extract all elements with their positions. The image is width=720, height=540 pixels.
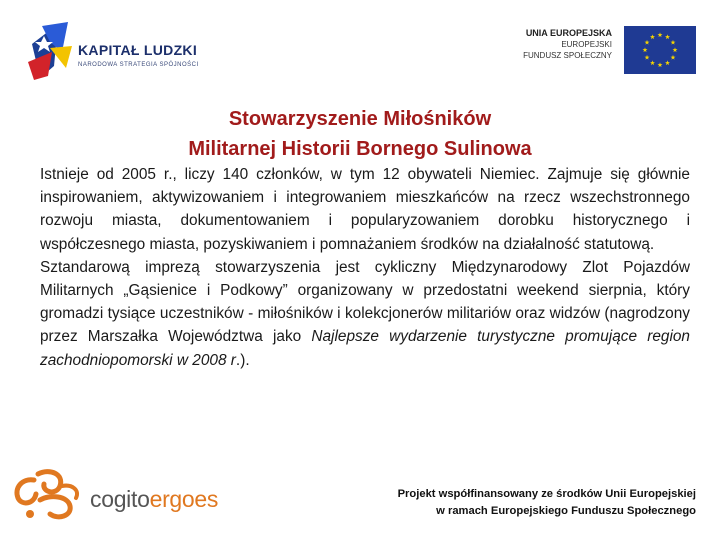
eu-flag-icon	[624, 26, 696, 74]
page-title	[60, 104, 660, 164]
body-paragraph-2	[40, 256, 690, 372]
eu-logo-text	[523, 28, 612, 61]
footer-note	[398, 486, 696, 520]
cogito-ergoes-logo	[10, 464, 240, 524]
kapital-ludzki-logo	[28, 22, 218, 82]
body-text	[40, 163, 690, 372]
eu-logo-line3: FUNDUSZ SPOŁECZNY	[523, 51, 612, 60]
kapital-ludzki-title: KAPITAŁ LUDZKI	[78, 42, 198, 58]
eu-logo-line1: UNIA EUROPEJSKA	[525, 28, 612, 38]
title-line-2: Militarnej Historii Bornego Sulinowa	[188, 138, 532, 160]
body-paragraph-1: Istnieje od 2005 r., liczy 140 członków, w tym 12 obywateli Niemiec. Zajmuje się głównie inspirowaniem, aktywizowaniem i integrowaniem mieszkańców na rzecz wszechstronnego rozwoju miasta, dokumentowaniem i popularyzowaniem dorobku historycznego i współczesnego miasta, pozyskiwaniem i pomnażaniem środków na działalność statutową.	[40, 166, 690, 253]
cogito-wordmark-part1: cogito	[90, 486, 150, 512]
cogito-ergoes-wordmark	[90, 486, 218, 513]
kapital-ludzki-emblem-icon	[28, 22, 74, 80]
cogito-ergoes-mark-icon	[10, 464, 86, 522]
body-paragraph-2-italic: Najlepsze wydarzenie turystyczne promujące region zachodniopomorski w 2008 r	[40, 328, 690, 369]
title-line-1: Stowarzyszenie Miłośników	[228, 108, 492, 130]
body-paragraph-2-main: Sztandarową imprezą stowarzyszenia jest cykliczny Międzynarodowy Zlot Pojazdów Militarnych „Gąsienice i Podkowy” organizowany w przedostatni weekend sierpnia, który gromadzi tysiące uczestników - miłośników i kolekcjonerów militariów oraz widzów (nagrodzony przez Marszałka Województwa jako	[40, 258, 690, 346]
cogito-wordmark-part2: ergoes	[149, 486, 219, 512]
eu-logo	[500, 26, 696, 74]
footer-line-2: w ramach Europejskiego Funduszu Społecznego	[436, 505, 696, 517]
kapital-ludzki-subtitle: NARODOWA STRATEGIA SPÓJNOŚCI	[78, 62, 199, 68]
body-paragraph-2-end: .).	[235, 351, 250, 369]
eu-logo-line2: EUROPEJSKI	[561, 40, 612, 49]
footer-line-1: Projekt współfinansowany ze środków Unii Europejskiej	[397, 488, 696, 500]
